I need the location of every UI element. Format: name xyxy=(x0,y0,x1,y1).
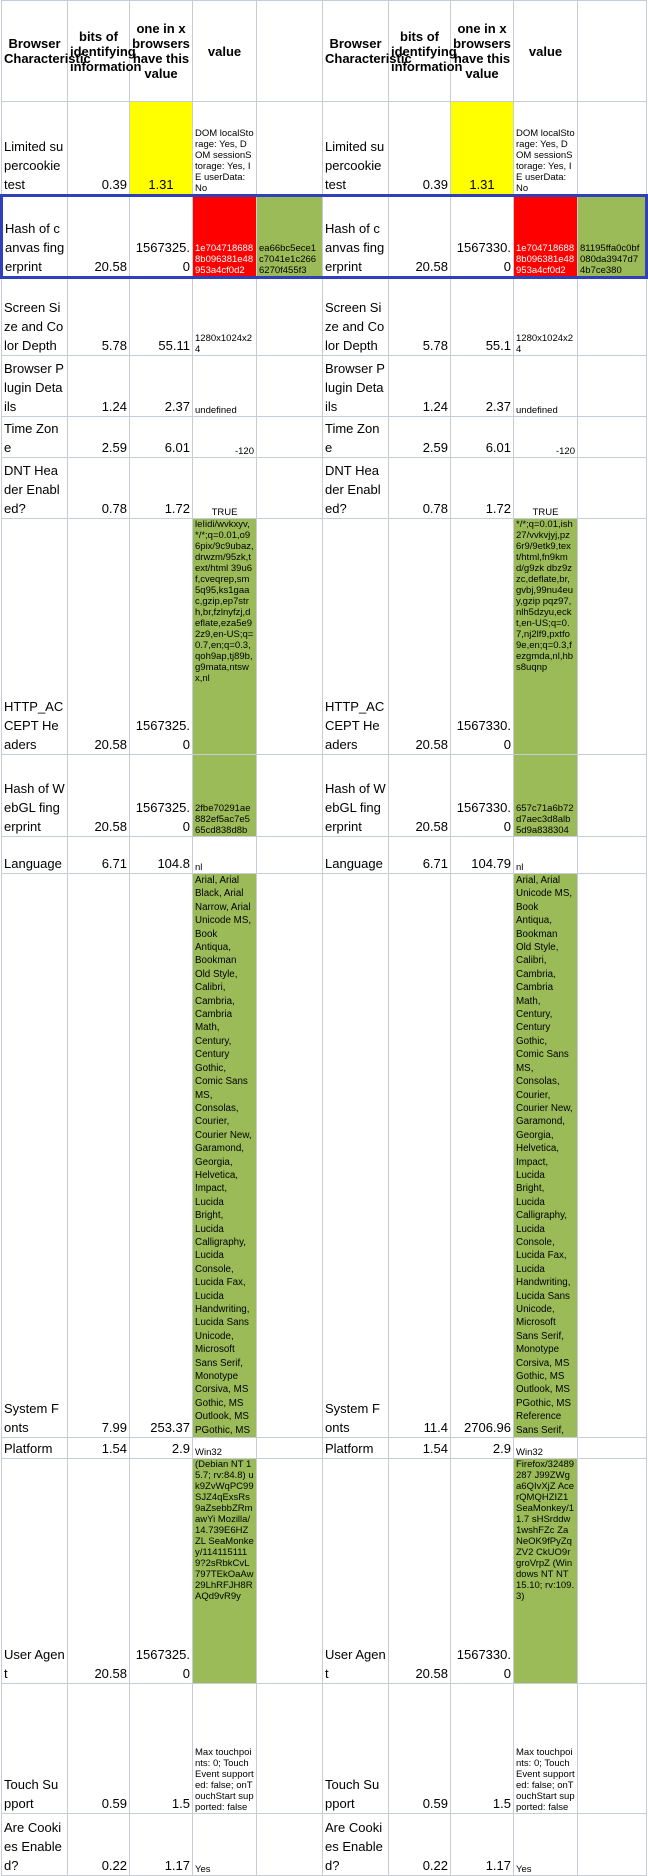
empty-cell xyxy=(257,519,323,755)
empty-cell xyxy=(578,1814,647,1876)
bits-value: 2.59 xyxy=(68,417,130,458)
one-in-x-value: 55.1 xyxy=(451,278,514,356)
empty-cell xyxy=(578,278,647,356)
characteristic-name: Are Cookies Enabled? xyxy=(2,1814,68,1876)
empty-cell xyxy=(578,519,647,755)
bits-value: 20.58 xyxy=(68,519,130,755)
empty-cell xyxy=(257,1814,323,1876)
value-cell: undefined xyxy=(193,356,257,417)
table-row xyxy=(2,1438,647,1459)
characteristic-name: Language xyxy=(323,837,389,874)
empty-cell xyxy=(578,356,647,417)
header-value: value xyxy=(514,1,578,102)
header-empty xyxy=(257,1,323,102)
bits-value: 20.58 xyxy=(389,755,451,837)
empty-cell xyxy=(578,1684,647,1814)
empty-cell xyxy=(257,1684,323,1814)
table-row xyxy=(2,755,647,837)
bits-value: 1.24 xyxy=(389,356,451,417)
characteristic-name: User Agent xyxy=(2,1459,68,1684)
empty-cell xyxy=(578,837,647,874)
bits-value: 20.58 xyxy=(68,1459,130,1684)
bits-value: 5.78 xyxy=(68,278,130,356)
one-in-x-value: 1.72 xyxy=(130,458,193,519)
characteristic-name: Limited supercookie test xyxy=(323,102,389,196)
characteristic-name: Screen Size and Color Depth xyxy=(323,278,389,356)
one-in-x-value: 1.17 xyxy=(130,1814,193,1876)
empty-cell xyxy=(257,278,323,356)
characteristic-name: Hash of canvas fingerprint xyxy=(323,196,389,278)
empty-cell xyxy=(257,1459,323,1684)
bits-value: 1.24 xyxy=(68,356,130,417)
value-cell: Yes xyxy=(514,1814,578,1876)
one-in-x-value: 253.37 xyxy=(130,874,193,1438)
value-cell: DOM localStorage: Yes, DOM sessionStorage: Yes, IE userData: No xyxy=(514,102,578,196)
one-in-x-value: 1.31 xyxy=(130,102,193,196)
header-bits: bits of identifying information xyxy=(68,1,130,102)
value-cell: 1280x1024x24 xyxy=(514,278,578,356)
one-in-x-value: 1567330.0 xyxy=(451,519,514,755)
one-in-x-value: 6.01 xyxy=(130,417,193,458)
characteristic-name: Platform xyxy=(323,1438,389,1459)
one-in-x-value: 55.11 xyxy=(130,278,193,356)
characteristic-name: Hash of canvas fingerprint xyxy=(2,196,68,278)
empty-cell xyxy=(578,1438,647,1459)
characteristic-name: HTTP_ACCEPT Headers xyxy=(323,519,389,755)
characteristic-name: DNT Header Enabled? xyxy=(2,458,68,519)
characteristic-name: Touch Support xyxy=(2,1684,68,1814)
table-row-highlighted xyxy=(2,196,647,278)
bits-value: 20.58 xyxy=(68,755,130,837)
empty-cell xyxy=(257,755,323,837)
characteristic-name: Platform xyxy=(2,1438,68,1459)
bits-value: 0.78 xyxy=(68,458,130,519)
empty-cell xyxy=(578,102,647,196)
table-row xyxy=(2,417,647,458)
characteristic-name: System Fonts xyxy=(323,874,389,1438)
bits-value: 0.59 xyxy=(389,1684,451,1814)
characteristic-name: Time Zone xyxy=(323,417,389,458)
bits-value: 0.39 xyxy=(68,102,130,196)
value-cell: Arial, Arial Unicode MS, Book Antiqua, Bookman Old Style, Calibri, Cambria, Cambria Math, Century, Century Gothic, Comic Sans MS, Consolas, Courier, Courier New, Garamond, Georgia, Helvetica, Impact, Lucida Bright, Lucida Calligraphy, Lucida Console, Lucida Fax, Lucida Handwriting, Lucida Sans Unicode, Microsoft Sans Serif, Monotype Corsiva, MS Gothic, MS Outlook, MS PGothic, MS Reference Sans Serif, xyxy=(514,874,578,1438)
value-cell: DOM localStorage: Yes, DOM sessionStorage: Yes, IE userData: No xyxy=(193,102,257,196)
value-cell: 2fbe70291ae882ef5ac7e565cd838d8b xyxy=(193,755,257,837)
bits-value: 20.58 xyxy=(68,196,130,278)
table-row xyxy=(2,356,647,417)
characteristic-name: Touch Support xyxy=(323,1684,389,1814)
one-in-x-value: 104.79 xyxy=(451,837,514,874)
one-in-x-value: 1567325.0 xyxy=(130,196,193,278)
empty-cell xyxy=(257,356,323,417)
bits-value: 0.39 xyxy=(389,102,451,196)
empty-cell xyxy=(578,417,647,458)
header-empty xyxy=(578,1,647,102)
empty-cell xyxy=(578,874,647,1438)
one-in-x-value: 1.5 xyxy=(451,1684,514,1814)
bits-value: 0.22 xyxy=(389,1814,451,1876)
table-row xyxy=(2,1459,647,1684)
characteristic-name: Screen Size and Color Depth xyxy=(2,278,68,356)
characteristic-name: System Fonts xyxy=(2,874,68,1438)
one-in-x-value: 2.9 xyxy=(451,1438,514,1459)
characteristic-name: Browser Plugin Details xyxy=(2,356,68,417)
header-one-in-x: one in x browsers have this value xyxy=(451,1,514,102)
characteristic-name: User Agent xyxy=(323,1459,389,1684)
table-row xyxy=(2,458,647,519)
value-cell: nl xyxy=(193,837,257,874)
one-in-x-value: 1567330.0 xyxy=(451,1459,514,1684)
bits-value: 5.78 xyxy=(389,278,451,356)
bits-value: 11.4 xyxy=(389,874,451,1438)
header-characteristic: Browser Characteristic xyxy=(2,1,68,102)
header-value: value xyxy=(193,1,257,102)
value-cell: */*;q=0.01,ish27/vvkvjyj,pz6r9/9etk9,text/html,fn9kmd/g9zk dbz9zzc,deflate,br,gvbj,99nu4euy,gzip pqz97,nlh5dzyu,eckt,en-US;q=0.7,nj2lf9,pxtfo9e,en;q=0.3,fezgmda,nl,hbs8uqnp xyxy=(514,519,578,755)
table-row xyxy=(2,1814,647,1876)
one-in-x-value: 1.17 xyxy=(451,1814,514,1876)
one-in-x-value: 1.31 xyxy=(451,102,514,196)
empty-cell xyxy=(257,417,323,458)
header-bits: bits of identifying information xyxy=(389,1,451,102)
value-cell: nl xyxy=(514,837,578,874)
characteristic-name: DNT Header Enabled? xyxy=(323,458,389,519)
empty-cell xyxy=(257,102,323,196)
characteristic-name: Browser Plugin Details xyxy=(323,356,389,417)
empty-cell xyxy=(257,837,323,874)
value-cell: Firefox/32489287 J99ZWga6QIvXjZ AcerQMQHZIZ1 SeaMonkey/11.7 sHSrddw1wshFZc ZaNeOK9fPyZqZV2 CkUO9rgroVrpZ (Windows NT NT 15.10; rv:109.3) xyxy=(514,1459,578,1684)
empty-cell xyxy=(257,458,323,519)
one-in-x-value: 1567330.0 xyxy=(451,755,514,837)
value-cell: 1e7047186888b096381e48953a4cf0d2 xyxy=(514,196,578,278)
value-cell: -120 xyxy=(193,417,257,458)
bits-value: 6.71 xyxy=(68,837,130,874)
value-extra-cell: 81195ffa0c0bf080da3947d74b7ce380 xyxy=(578,196,647,278)
table-row xyxy=(2,1684,647,1814)
one-in-x-value: 1567325.0 xyxy=(130,519,193,755)
characteristic-name: HTTP_ACCEPT Headers xyxy=(2,519,68,755)
header-row xyxy=(2,1,647,102)
one-in-x-value: 1567325.0 xyxy=(130,755,193,837)
value-cell: leIidi/wvkxyv,*/*;q=0.01,o96pix/9c9ubaz,drwzm/95zk,text/html 39u6f,cveqrep,sm5q95,ks1gaac,gzip,ep7strh,br,fzlnyfzj,deflate,eza5e92z9,en-US;q=0.7,en;q=0.3,qoh9ap,tj89b,g9mata,ntswx,nl xyxy=(193,519,257,755)
one-in-x-value: 2.37 xyxy=(130,356,193,417)
value-cell: TRUE xyxy=(514,458,578,519)
characteristic-name: Time Zone xyxy=(2,417,68,458)
table-row xyxy=(2,837,647,874)
characteristic-name: Hash of WebGL fingerprint xyxy=(323,755,389,837)
characteristic-name: Are Cookies Enabled? xyxy=(323,1814,389,1876)
value-cell: Max touchpoints: 0; TouchEvent supported: false; onTouchStart supported: false xyxy=(193,1684,257,1814)
one-in-x-value: 1567330.0 xyxy=(451,196,514,278)
value-cell: Arial, Arial Black, Arial Narrow, Arial Unicode MS, Book Antiqua, Bookman Old Style, Calibri, Cambria, Cambria Math, Century, Century Gothic, Comic Sans MS, Consolas, Courier, Courier New, Garamond, Georgia, Helvetica, Impact, Lucida Bright, Lucida Calligraphy, Lucida Console, Lucida Fax, Lucida Handwriting, Lucida Sans Unicode, Microsoft Sans Serif, Monotype Corsiva, MS Gothic, MS Outlook, MS PGothic, MS xyxy=(193,874,257,1438)
one-in-x-value: 6.01 xyxy=(451,417,514,458)
value-cell: undefined xyxy=(514,356,578,417)
header-characteristic: Browser Characteristic xyxy=(323,1,389,102)
one-in-x-value: 1.5 xyxy=(130,1684,193,1814)
value-cell: 1280x1024x24 xyxy=(193,278,257,356)
one-in-x-value: 2.9 xyxy=(130,1438,193,1459)
bits-value: 6.71 xyxy=(389,837,451,874)
empty-cell xyxy=(578,1459,647,1684)
bits-value: 7.99 xyxy=(68,874,130,1438)
value-cell: (Debian NT 15.7; rv:84.8) uk9ZvWqPC99SJZ4qExsRs9aZsebbZRmawYi Mozilla/14.739E6HZZL SeaMonkey/1141151119?2sRbkCvL797TEkOaAw29LhRFJH8RAQd9vR9y xyxy=(193,1459,257,1684)
value-cell: -120 xyxy=(514,417,578,458)
one-in-x-value: 1567325.0 xyxy=(130,1459,193,1684)
empty-cell xyxy=(257,1438,323,1459)
one-in-x-value: 104.8 xyxy=(130,837,193,874)
bits-value: 20.58 xyxy=(389,519,451,755)
characteristic-name: Language xyxy=(2,837,68,874)
characteristic-name: Limited supercookie test xyxy=(2,102,68,196)
value-cell: 1e7047186888b096381e48953a4cf0d2 xyxy=(193,196,257,278)
empty-cell xyxy=(257,874,323,1438)
value-cell: Max touchpoints: 0; TouchEvent supported: false; onTouchStart supported: false xyxy=(514,1684,578,1814)
bits-value: 1.54 xyxy=(68,1438,130,1459)
table-row xyxy=(2,102,647,196)
bits-value: 0.59 xyxy=(68,1684,130,1814)
bits-value: 0.78 xyxy=(389,458,451,519)
one-in-x-value: 2706.96 xyxy=(451,874,514,1438)
one-in-x-value: 1.72 xyxy=(451,458,514,519)
bits-value: 0.22 xyxy=(68,1814,130,1876)
value-cell: Yes xyxy=(193,1814,257,1876)
bits-value: 20.58 xyxy=(389,1459,451,1684)
one-in-x-value: 2.37 xyxy=(451,356,514,417)
value-cell: Win32 xyxy=(514,1438,578,1459)
value-extra-cell: ea66bc5ece1c7041e1c2666270f455f3 xyxy=(257,196,323,278)
characteristic-name: Hash of WebGL fingerprint xyxy=(2,755,68,837)
value-cell: TRUE xyxy=(193,458,257,519)
bits-value: 20.58 xyxy=(389,196,451,278)
table-row xyxy=(2,874,647,1438)
bits-value: 2.59 xyxy=(389,417,451,458)
empty-cell xyxy=(578,755,647,837)
value-cell: Win32 xyxy=(193,1438,257,1459)
table-row xyxy=(2,278,647,356)
empty-cell xyxy=(578,458,647,519)
header-one-in-x: one in x browsers have this value xyxy=(130,1,193,102)
table-row xyxy=(2,519,647,755)
value-cell: 657c71a6b72d7aec3d8alb5d9a838304 xyxy=(514,755,578,837)
bits-value: 1.54 xyxy=(389,1438,451,1459)
